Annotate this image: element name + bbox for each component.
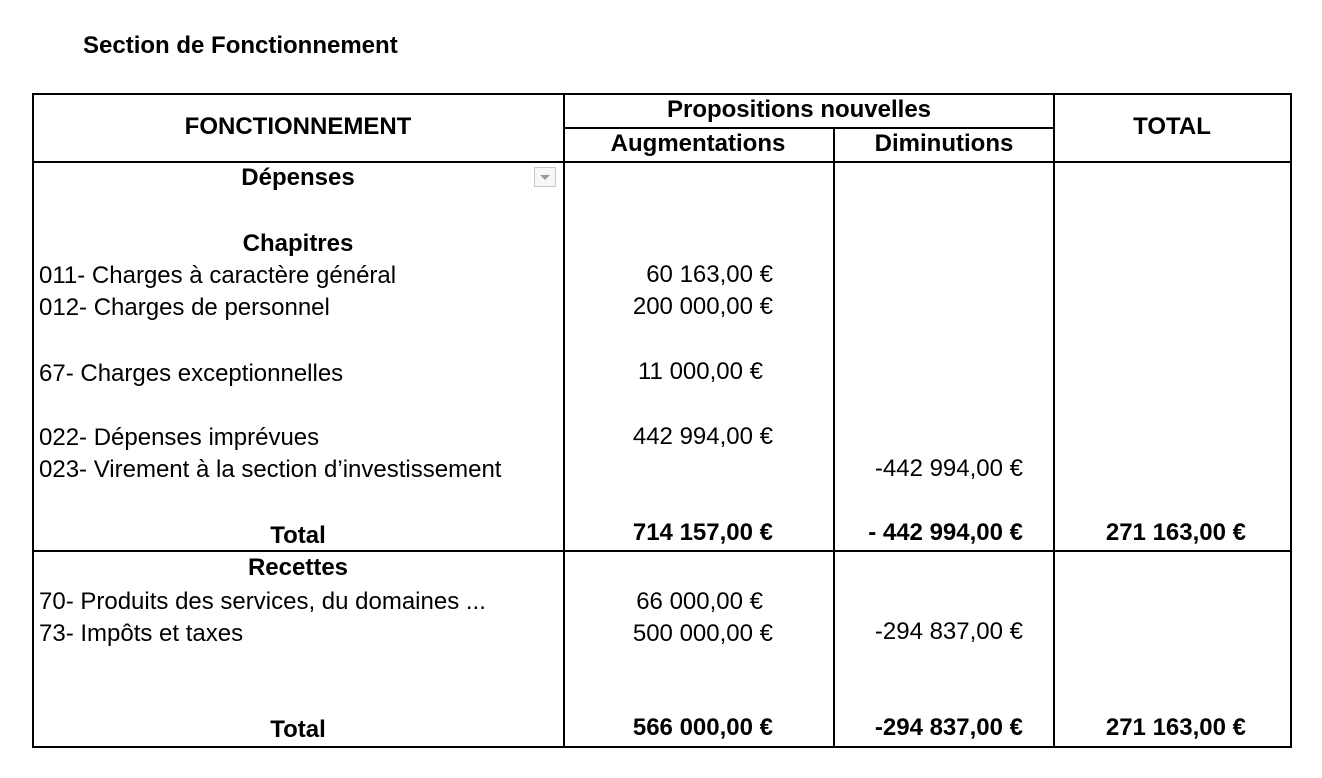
recette-row-label: 73- Impôts et taxes (39, 620, 244, 647)
depenses-total-augmentations: 714 157,00 € (632, 519, 773, 546)
recettes-total-label: Total (270, 716, 326, 743)
depense-row-augmentation: 60 163,00 € (646, 261, 773, 288)
header-total: TOTAL (1133, 113, 1211, 140)
depenses-total-label: Total (270, 522, 326, 549)
chapitres-subheading: Chapitres (242, 230, 354, 257)
recettes-total-diminutions: -294 837,00 € (874, 714, 1023, 741)
column-divider-3 (1053, 95, 1055, 746)
recette-row-diminution: -294 837,00 € (874, 618, 1023, 645)
depense-row-augmentation: 200 000,00 € (632, 293, 773, 320)
depense-row-label: 67- Charges exceptionnelles (39, 360, 344, 387)
header-bottom-divider (34, 161, 1290, 163)
depense-row-label: 011- Charges à caractère général (39, 262, 397, 289)
recettes-total-augmentations: 566 000,00 € (632, 714, 773, 741)
depense-row-diminution: -442 994,00 € (874, 455, 1023, 482)
header-group-divider (564, 127, 1054, 129)
depenses-recettes-divider (34, 550, 1290, 552)
section-title: Section de Fonctionnement (83, 32, 398, 59)
header-fonctionnement: FONCTIONNEMENT (184, 113, 412, 140)
depenses-total-diminutions: - 442 994,00 € (868, 519, 1023, 546)
column-divider-2 (833, 128, 835, 746)
chevron-down-icon (540, 175, 550, 180)
header-propositions-nouvelles: Propositions nouvelles (666, 96, 932, 123)
filter-dropdown-button[interactable] (534, 167, 556, 187)
depense-row-label: 023- Virement à la section d’investissement (39, 456, 502, 483)
recette-row-label: 70- Produits des services, du domaines ... (39, 588, 486, 615)
column-divider-1 (563, 95, 565, 746)
recette-row-augmentation: 66 000,00 € (636, 588, 763, 615)
depenses-heading: Dépenses (241, 164, 355, 191)
depense-row-augmentation: 11 000,00 € (637, 358, 763, 385)
header-diminutions: Diminutions (874, 130, 1014, 157)
depense-row-label: 022- Dépenses imprévues (39, 424, 320, 451)
recettes-total: 271 163,00 € (1105, 714, 1246, 741)
depense-row-label: 012- Charges de personnel (39, 294, 330, 321)
header-augmentations: Augmentations (610, 130, 786, 157)
recettes-heading: Recettes (247, 554, 349, 581)
recette-row-augmentation: 500 000,00 € (632, 620, 773, 647)
depenses-total: 271 163,00 € (1105, 519, 1246, 546)
depense-row-augmentation: 442 994,00 € (632, 423, 773, 450)
budget-table (32, 93, 1292, 748)
